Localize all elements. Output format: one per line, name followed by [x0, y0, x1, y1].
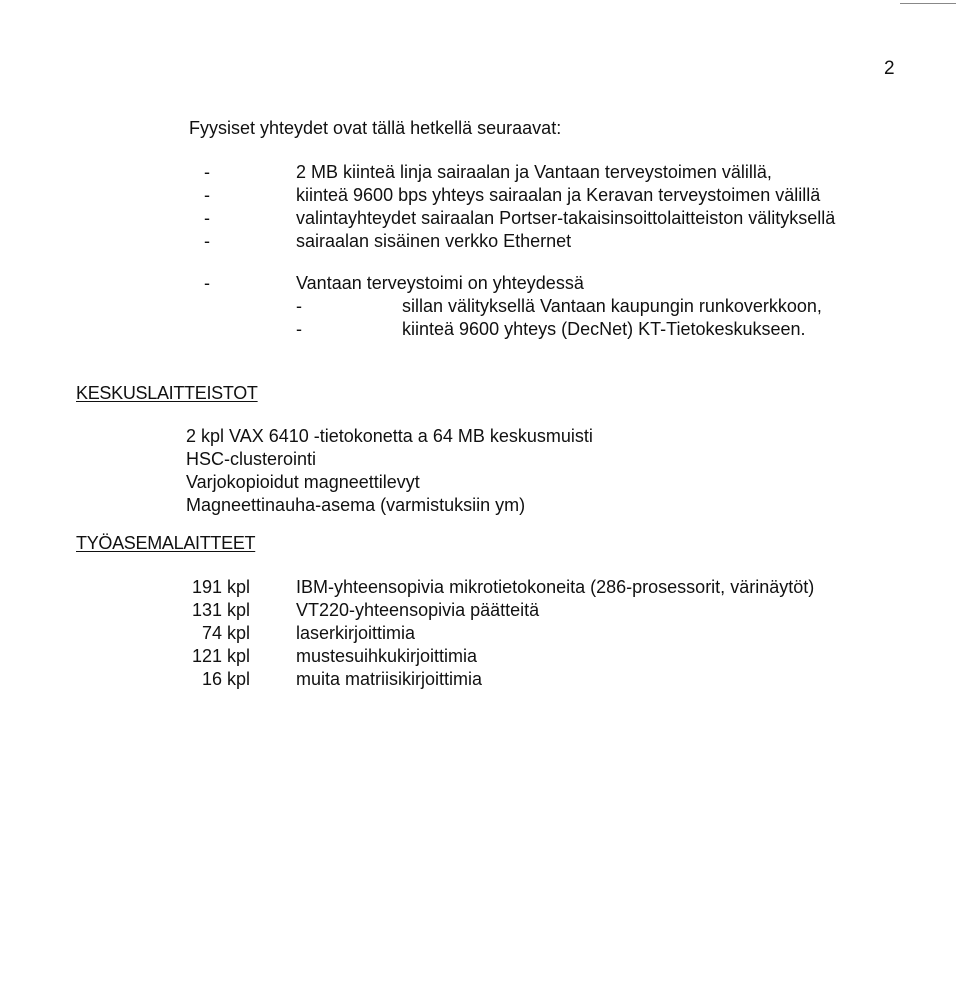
row-count: 16 kpl: [201, 669, 250, 689]
sublist-item: kiinteä 9600 yhteys (DecNet) KT-Tietokeskukseen.: [402, 319, 806, 339]
list-item: kiinteä 9600 bps yhteys sairaalan ja Keravan terveystoimen välillä: [296, 185, 821, 205]
list-item: sairaalan sisäinen verkko Ethernet: [296, 231, 572, 251]
page-number: 2: [884, 58, 895, 79]
row-description: muita matriisikirjoittimia: [296, 669, 483, 689]
section-heading: KESKUSLAITTEISTOT: [76, 383, 258, 403]
row-count: 121 kpl: [191, 646, 250, 666]
row-count: 74 kpl: [201, 623, 250, 643]
scan-edge-line: [900, 3, 956, 4]
vantaa-heading: Vantaan terveystoimi on yhteydessä: [296, 273, 584, 293]
row-description: laserkirjoittimia: [296, 623, 416, 643]
equipment-item: 2 kpl VAX 6410 -tietokonetta a 64 MB keskusmuisti: [186, 426, 593, 446]
equipment-item: Magneettinauha-asema (varmistuksiin ym): [186, 495, 526, 515]
row-description: IBM-yhteensopivia mikrotietokoneita (286-prosessorit, värinäytöt): [296, 577, 815, 597]
list-dash: -: [204, 273, 210, 293]
row-description: mustesuihkukirjoittimia: [296, 646, 478, 666]
list-dash: -: [204, 208, 210, 228]
equipment-item: HSC-clusterointi: [186, 449, 317, 469]
equipment-item: Varjokopioidut magneettilevyt: [186, 472, 420, 492]
list-item: 2 MB kiinteä linja sairaalan ja Vantaan terveystoimen välillä,: [296, 162, 772, 182]
list-dash: -: [204, 231, 210, 251]
row-count: 191 kpl: [191, 577, 250, 597]
list-dash: -: [204, 185, 210, 205]
sublist-dash: -: [296, 319, 302, 339]
row-description: VT220-yhteensopivia päätteitä: [296, 600, 540, 620]
sublist-item: sillan välityksellä Vantaan kaupungin runkoverkkoon,: [402, 296, 822, 316]
list-dash: -: [204, 162, 210, 182]
row-count: 131 kpl: [191, 600, 250, 620]
list-item: valintayhteydet sairaalan Portser-takaisinsoittolaitteiston välityksellä: [296, 208, 836, 228]
intro-text: Fyysiset yhteydet ovat tällä hetkellä seuraavat:: [189, 118, 562, 138]
sublist-dash: -: [296, 296, 302, 316]
section-heading: TYÖASEMALAITTEET: [76, 533, 256, 553]
